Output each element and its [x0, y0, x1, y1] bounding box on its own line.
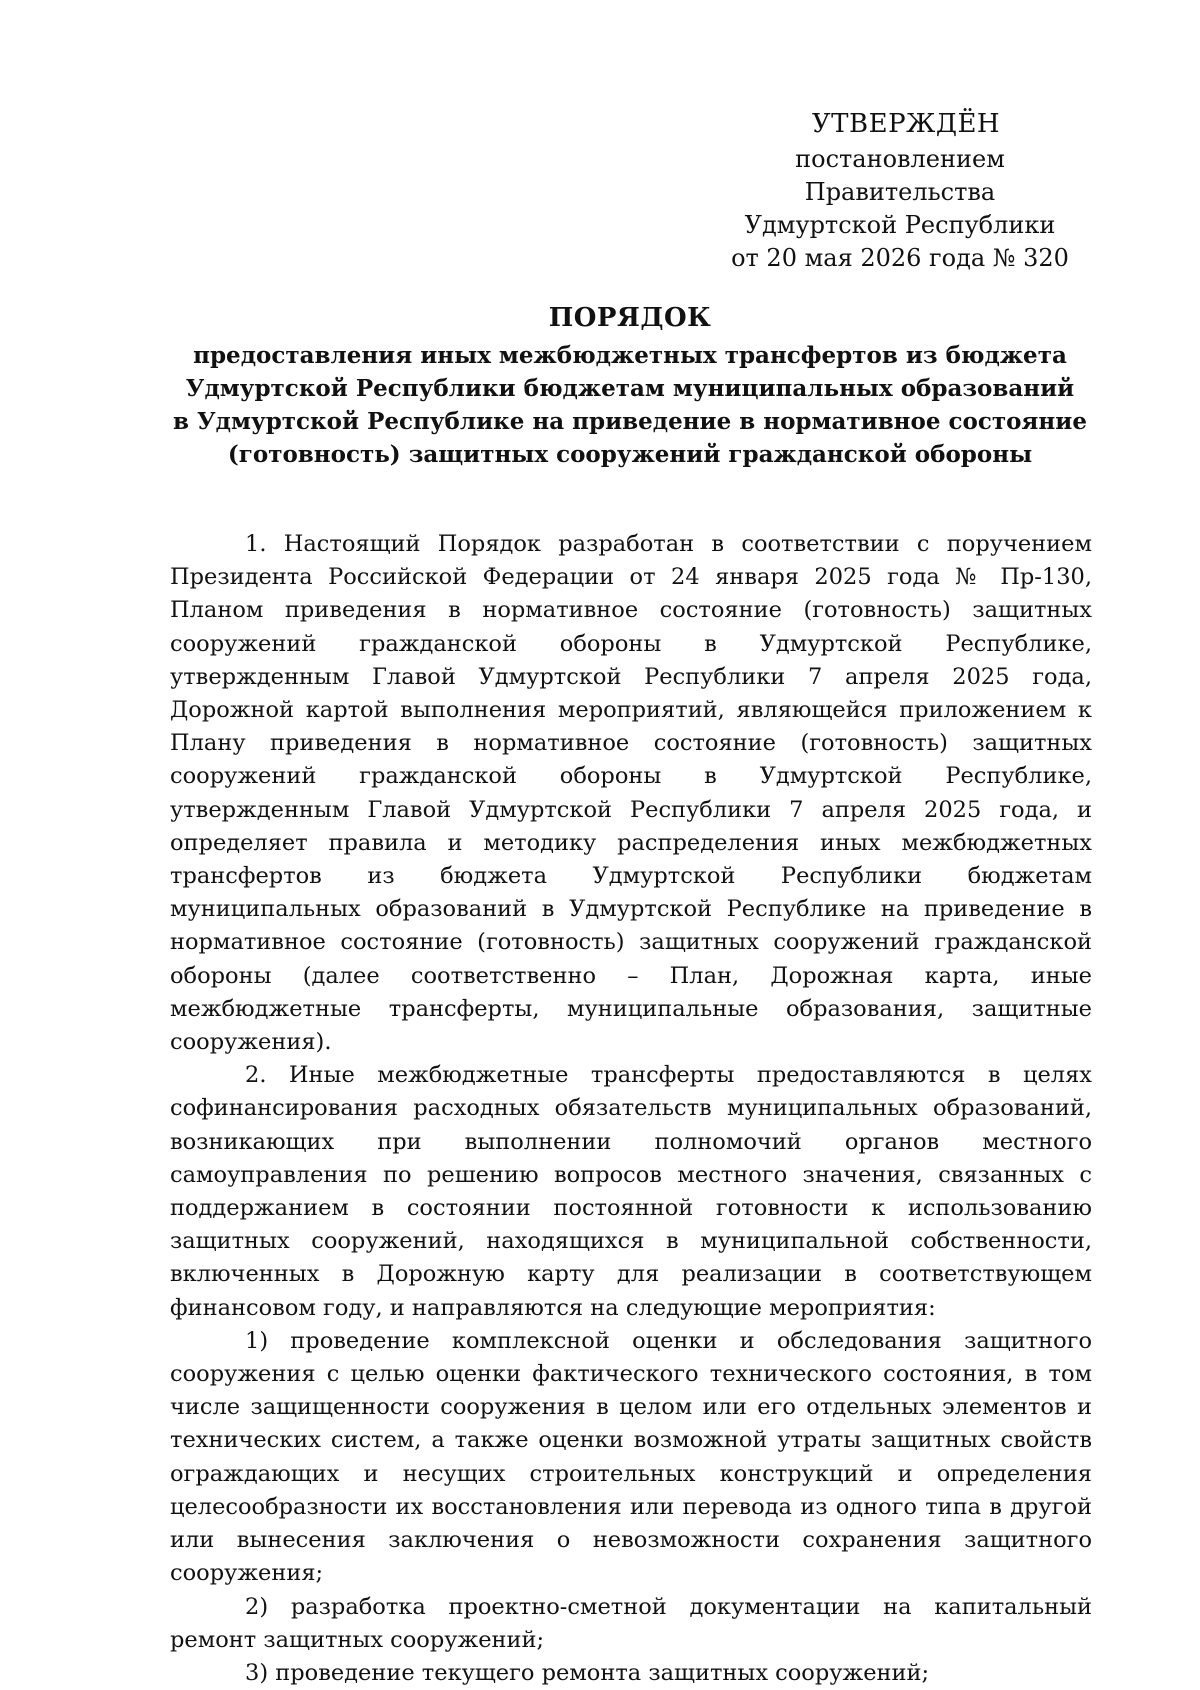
list-item-3: 3) проведение текущего ремонта защитных сооружений;: [245, 1659, 930, 1686]
paragraph-2: 2. Иные межбюджетные трансферты предоставляются в целях софинансирования расходных обязательств муниципальных образований, возникающих при выполнении полномочий органов местного самоуправления по решению вопросов местного значения, связанных с поддержанием в состоянии постоянной готовности к использованию защитных сооружений, находящихся в муниципальной собственности, включенных в Дорожную карту для реализации в соответствующем финансовом году, и направляются на следующие мероприятия:: [170, 1062, 1092, 1321]
approval-line-2: Удмуртской Республики: [744, 211, 1056, 239]
approval-line-1: постановлением Правительства: [795, 145, 1005, 206]
list-item-2: 2) разработка проектно-сметной документации на капитальный ремонт защитных сооружений;: [170, 1593, 1092, 1653]
title-line-4: (готовность) защитных сооружений гражданской обороны: [227, 441, 1033, 468]
paragraph-1: 1. Настоящий Порядок разработан в соответствии с поручением Президента Российской Федерации от 24 января 2025 года № Пр-130, Планом приведения в нормативное состояние (готовность) защитных сооружений гражданской обороны в Удмуртской Республике, утвержденным Главой Удмуртской Республики 7 апреля 2025 года, Дорожной картой выполнения мероприятий, являющейся приложением к Плану приведения в нормативное состояние (готовность) защитных сооружений гражданской обороны в Удмуртской Республике, утвержденным Главой Удмуртской Республики 7 апреля 2025 года, и определяет правила и методику распределения иных межбюджетных трансфертов из бюджета Удмуртской Республики бюджетам муниципальных образований в Удмуртской Республике на приведение в нормативное состояние (готовность) защитных сооружений гражданской обороны (далее соответственно – План, Дорожная карта, иные межбюджетные трансферты, муниципальные образования, защитные сооружения).: [170, 531, 1092, 1056]
document-body: [170, 528, 1092, 1690]
title-line-2: Удмуртской Республики бюджетам муниципальных образований: [185, 375, 1075, 402]
approval-heading: УТВЕРЖДЁН: [811, 109, 1001, 139]
document-title: [160, 302, 1100, 471]
list-item-1: 1) проведение комплексной оценки и обследования защитного сооружения с целью оценки фактического технического состояния, в том числе защищенности сооружения в целом или его отдельных элементов и технических систем, а также оценки возможной утраты защитных свойств ограждающих и несущих строительных конструкций и определения целесообразности их восстановления или перевода из одного типа в другой или вынесения заключения о невозможности сохранения защитного сооружения;: [170, 1327, 1092, 1587]
approval-stamp: [700, 108, 1100, 275]
approval-line-3: от 20 мая 2026 года № 320: [731, 244, 1069, 272]
title-line-1: предоставления иных межбюджетных трансфертов из бюджета: [193, 342, 1067, 369]
title-line-3: в Удмуртской Республике на приведение в нормативное состояние: [173, 408, 1087, 435]
title-main: ПОРЯДОК: [548, 303, 712, 333]
